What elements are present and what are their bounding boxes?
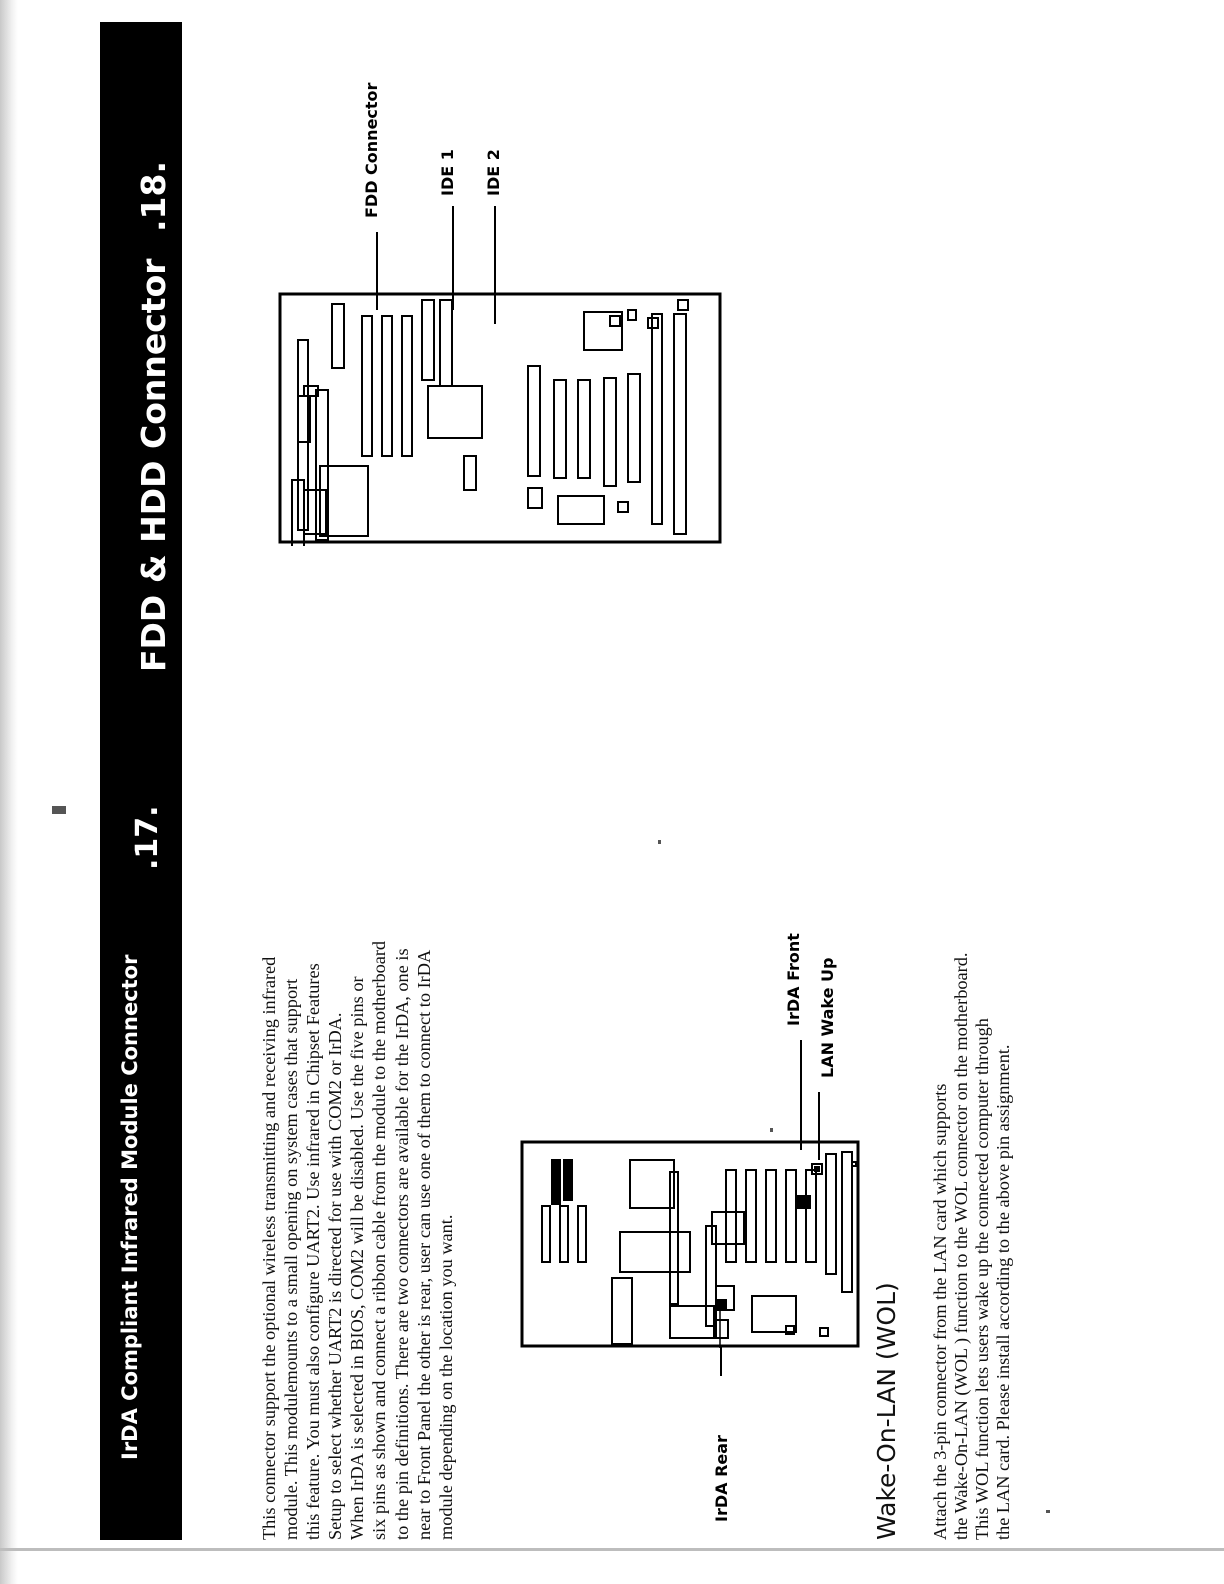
left-page-number: .17. xyxy=(130,805,165,870)
scan-edge-shadow xyxy=(0,0,18,1584)
irda-paragraph-line: this feature. You must also configure UART2. Use infrared in Chipset Features xyxy=(303,963,324,1540)
wol-paragraph-line: This WOL function lets users wake up the connected computer through xyxy=(972,1018,992,1540)
irda-paragraph-line: This connector support the optional wireless transmitting and receiving infrared xyxy=(259,956,279,1540)
wol-paragraph-line: the LAN card. Please install according to the above pin assignment. xyxy=(993,1044,1013,1540)
ide1-leader xyxy=(452,206,454,310)
irda-front-label: IrDA Front xyxy=(784,933,803,1026)
irda-front-leader xyxy=(800,1040,802,1150)
irda-rear-label: IrDA Rear xyxy=(712,1435,731,1522)
irda-paragraph-line: near to Front Panel the other is rear, user can use one of them to connect to IrDA xyxy=(413,949,434,1540)
irda-paragraph-line: six pins as shown and connect a ribbon cable from the module to the motherboard xyxy=(369,940,390,1540)
fdd-connector-label: FDD Connector xyxy=(362,82,381,218)
ide2-label: IDE 2 xyxy=(484,149,503,196)
fdd-leader xyxy=(376,232,378,310)
wol-paragraph xyxy=(930,952,1014,1540)
scan-speck xyxy=(658,840,661,844)
irda-paragraph-line: module depending on the location you want. xyxy=(435,1214,456,1540)
irda-paragraph-line: Setup to select whether UART2 is directed for use with COM2 or IrDA. xyxy=(325,1012,346,1540)
scan-bottom-edge xyxy=(0,1548,1224,1551)
ide1-label: IDE 1 xyxy=(438,149,457,196)
fdd-hdd-motherboard-diagram xyxy=(278,290,722,546)
lan-wake-up-label: LAN Wake Up xyxy=(818,957,837,1078)
scan-speck xyxy=(52,806,66,814)
wol-heading: Wake-On-LAN (WOL) xyxy=(872,1282,901,1540)
ide2-leader xyxy=(494,206,496,324)
irda-rear-leader xyxy=(720,1346,722,1376)
irda-paragraph xyxy=(258,800,457,1540)
wol-paragraph-line: the Wake-On-LAN (WOL ) function to the WOL connector on the motherboard. xyxy=(951,952,971,1540)
irda-motherboard-diagram xyxy=(520,1140,860,1350)
right-header-title: FDD & HDD Connector xyxy=(134,258,173,672)
wol-paragraph-line: Attach the 3-pin connector from the LAN card which supports xyxy=(930,1083,950,1540)
lan-wake-leader xyxy=(818,1092,820,1160)
irda-paragraph-line: module. This modulemounts to a small opening on system cases that support xyxy=(281,978,302,1540)
scan-speck xyxy=(770,1128,773,1132)
irda-paragraph-line: When IrDA is selected in BIOS, COM2 will be disabled. Use the five pins or xyxy=(347,976,368,1540)
left-header-title: IrDA Compliant Infrared Module Connector xyxy=(118,954,142,1460)
right-page-number: .18. xyxy=(134,161,173,232)
scan-speck xyxy=(1046,1510,1050,1513)
irda-paragraph-line: to the pin definitions. There are two connectors are available for the IrDA, one is xyxy=(391,948,412,1540)
